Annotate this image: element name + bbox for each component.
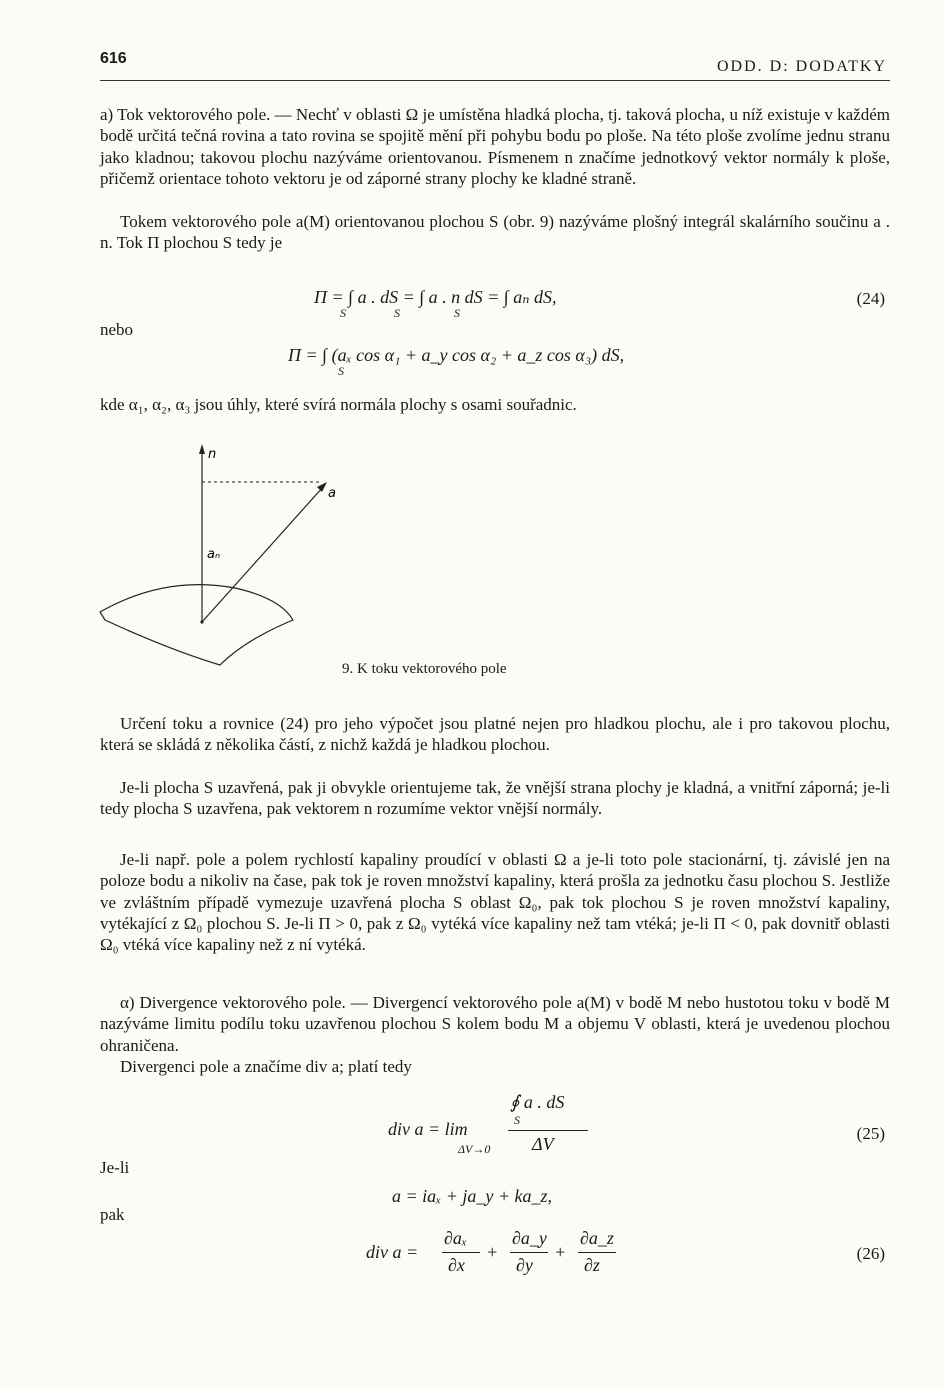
equation-26-plus2: + <box>554 1242 567 1262</box>
paragraph-divergence-definition: α) Divergence vektorového pole. — Divergencí vektorového pole a(M) v bodě M nebo hustotou toku v bodě M nazýváme limitu podílu toku uzavřenou plochou S kolem bodu M a objemu V oblasti, která je uvedenou plochou ohraničena. <box>100 993 890 1055</box>
equation-25-fraction-bar <box>508 1130 588 1131</box>
surface-point <box>200 620 203 623</box>
label-a: a <box>328 486 336 501</box>
equation-25-denominator: ΔV <box>532 1134 554 1154</box>
figure-flux-diagram <box>95 440 355 680</box>
paragraph-closed-surface: Je-li plocha S uzavřená, pak ji obvykle orientujeme tak, že vnější strana plochy je kladná, a vnitřní záporná; je-li tedy plocha S uzavřena, pak vektorem n rozumíme vektor vnější normály. <box>100 778 890 819</box>
equation-24b-subscript: S <box>338 364 344 378</box>
paragraph-flux-definition: a) Tok vektorového pole. — Nechť v oblasti Ω je umístěna hladká plocha, tj. taková plocha, u níž existuje v každém bodě určitá tečná rovina a tato rovina se spojitě mění při pohybu bodu po ploše. Na této ploše zvolíme jednu stranu jako kladnou; takovou plochu nazýváme orientovanou. Písmenem n značíme jednotkový vektor normály k ploše, přičemž orientace tohoto vektoru je od záporné strany plochy ke kladné straně. <box>100 105 890 188</box>
equation-number-25: (25) <box>856 1124 885 1143</box>
equation-25-numerator: ∮ a . dS <box>510 1092 565 1112</box>
equation-26-term2-den: ∂y <box>516 1255 533 1275</box>
text-pak: pak <box>100 1205 125 1224</box>
equation-25-limit-sub: ΔV→0 <box>458 1142 491 1156</box>
equation-26-term3-num: ∂a_z <box>580 1228 614 1248</box>
label-an: aₙ <box>207 547 221 562</box>
equation-26-term2-num: ∂a_y <box>512 1228 547 1248</box>
equation-26-bar1 <box>442 1252 480 1253</box>
equation-26-bar2 <box>510 1252 548 1253</box>
surface-patch <box>100 585 293 665</box>
equation-26-term1-num: ∂aₓ <box>444 1228 468 1248</box>
paragraph-flux-integral: Tokem vektorového pole a(M) orientovanou plochou S (obr. 9) nazýváme plošný integrál skalárního součinu a . n. Tok Π plochou S tedy je <box>100 212 890 253</box>
equation-vector-components: a = iaₓ + ja_y + ka_z, <box>392 1186 553 1206</box>
equation-number-26: (26) <box>856 1244 885 1263</box>
label-n: n <box>208 447 217 462</box>
equation-number-24: (24) <box>856 289 885 308</box>
equation-26-plus1: + <box>486 1242 499 1262</box>
header-rule <box>100 80 890 81</box>
text-jeli: Je-li <box>100 1158 130 1177</box>
paragraph-fluid-example: Je-li např. pole a polem rychlostí kapaliny proudící v oblasti Ω a je-li toto pole stacionární, tj. závislé jen na poloze bodu a nikoliv na čase, pak tok je roven množství kapaliny, která prošla za jednotku času plochou S. Jestliže ve zvláštním případě vymezuje uzavřená plocha S oblast Ω₀, pak tok plochou S je roven množství kapaliny, vytékající z Ω₀ plochou S. Je-li Π > 0, pak z Ω₀ vytéká více kapaliny než tam vtéká; je-li Π < 0, pak dovnitř oblasti Ω₀ vtéká více kapaliny než z ní vytéká. <box>100 850 890 955</box>
text-nebo: nebo <box>100 320 134 339</box>
field-arrowhead <box>317 482 327 492</box>
section-header: ODD. D: DODATKY <box>717 58 887 75</box>
equation-25-lhs: div a = lim <box>388 1119 468 1139</box>
equation-26-term1-den: ∂x <box>448 1255 465 1275</box>
equation-26-lhs: div a = <box>366 1242 419 1262</box>
normal-arrowhead <box>199 444 205 454</box>
equation-24: Π = ∫ a . dS = ∫ a . n dS = ∫ aₙ dS, <box>314 287 557 307</box>
equation-26-term3-den: ∂z <box>584 1255 600 1275</box>
equation-26-bar3 <box>578 1252 616 1253</box>
page-number: 616 <box>100 50 127 67</box>
equation-25-numerator-sub: S <box>514 1113 520 1127</box>
figure-caption: 9. K toku vektorového pole <box>342 661 507 677</box>
paragraph-validity: Určení toku a rovnice (24) pro jeho výpočet jsou platné nejen pro hladkou plochu, ale i pro takovou plochu, která se skládá z několika částí, z nichž každá je hladkou plochou. <box>100 714 890 755</box>
paragraph-divergence-notation: Divergenci pole a značíme div a; platí tedy <box>120 1057 412 1076</box>
equation-24-subscripts: S S S <box>340 306 460 320</box>
text-kde-angles: kde α₁, α₂, α₃ jsou úhly, které svírá normála plochy s osami souřadnic. <box>100 395 577 414</box>
equation-24b: Π = ∫ (aₓ cos α₁ + a_y cos α₂ + a_z cos α₃) dS, <box>288 345 625 365</box>
